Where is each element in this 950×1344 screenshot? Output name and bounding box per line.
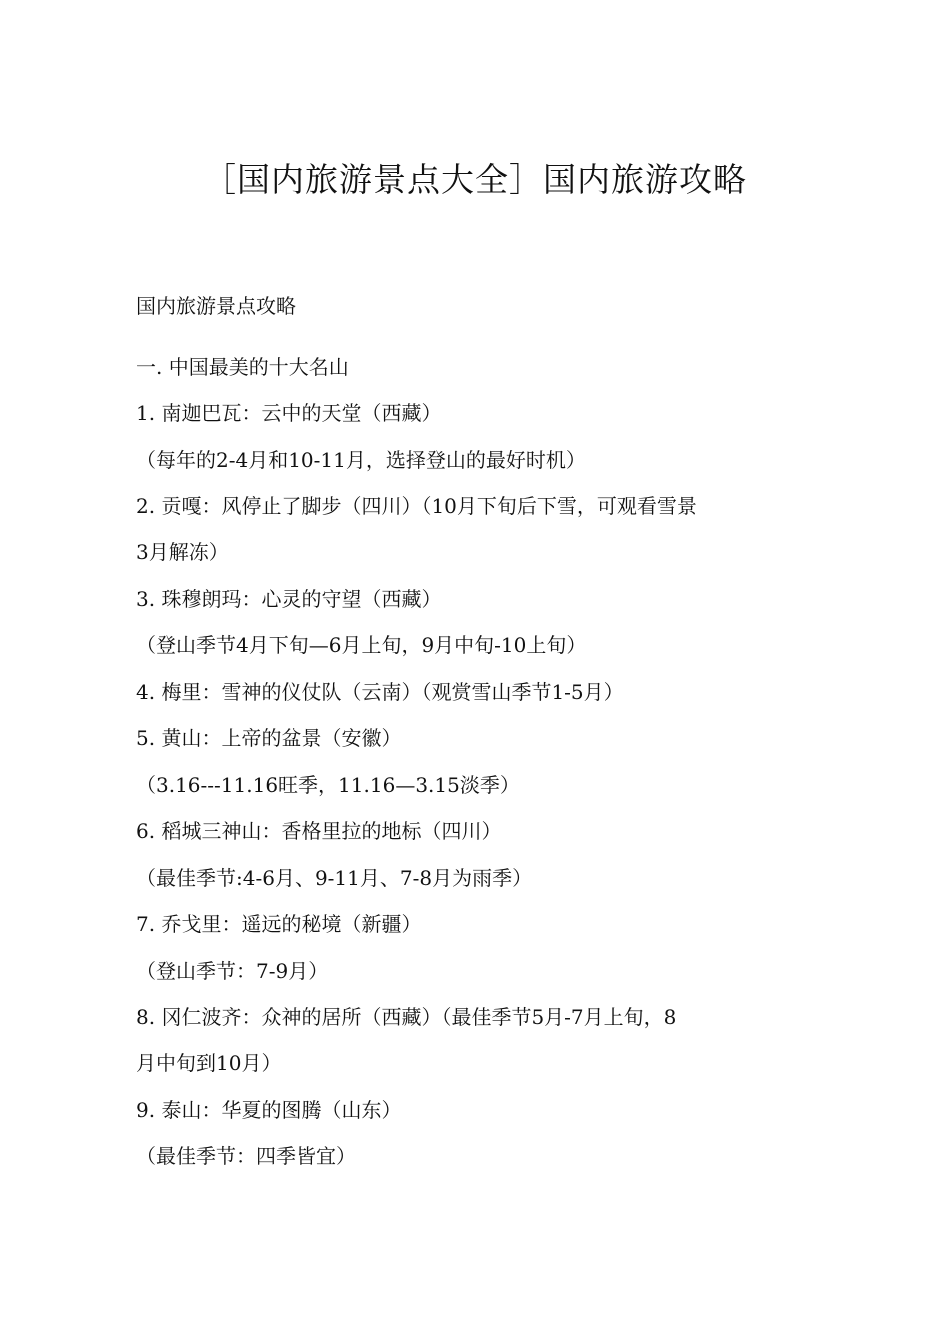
mountain-6-note: （最佳季节:4-6月、9-11月、7-8月为雨季） [136,866,533,890]
mountain-7-line: 7. 乔戈里：遥远的秘境（新疆） [136,912,422,936]
mountain-9-line: 9. 泰山：华夏的图腾（山东） [136,1098,402,1122]
mountain-8-line-cont: 月中旬到10月） [136,1051,282,1075]
mountain-3-line: 3. 珠穆朗玛：心灵的守望（西藏） [136,587,442,611]
document-subtitle: 国内旅游景点攻略 [136,294,296,318]
mountain-5-note: （3.16---11.16旺季，11.16—3.15淡季） [136,773,520,797]
mountain-4-line: 4. 梅里：雪神的仪仗队（云南）（观赏雪山季节1-5月） [136,680,624,704]
mountain-7-note: （登山季节：7-9月） [136,959,329,983]
mountain-1-line: 1. 南迦巴瓦：云中的天堂（西藏） [136,401,442,425]
mountain-8-line: 8. 冈仁波齐：众神的居所（西藏）（最佳季节5月-7月上旬，8 [136,1005,677,1029]
mountain-6-line: 6. 稻城三神山：香格里拉的地标（四川） [136,819,502,843]
document-title: ［国内旅游景点大全］国内旅游攻略 [203,160,747,199]
mountain-5-line: 5. 黄山：上帝的盆景（安徽） [136,726,402,750]
mountain-3-note: （登山季节4月下旬—6月上旬，9月中旬-10上旬） [136,633,587,657]
section-heading: 一. 中国最美的十大名山 [136,355,349,379]
mountain-2-line: 2. 贡嘎：风停止了脚步（四川）（10月下旬后下雪，可观看雪景 [136,494,697,518]
mountain-1-note: （每年的2-4月和10-11月，选择登山的最好时机） [136,448,586,472]
mountain-2-line-cont: 3月解冻） [136,540,229,564]
mountain-9-note: （最佳季节：四季皆宜） [136,1144,356,1168]
